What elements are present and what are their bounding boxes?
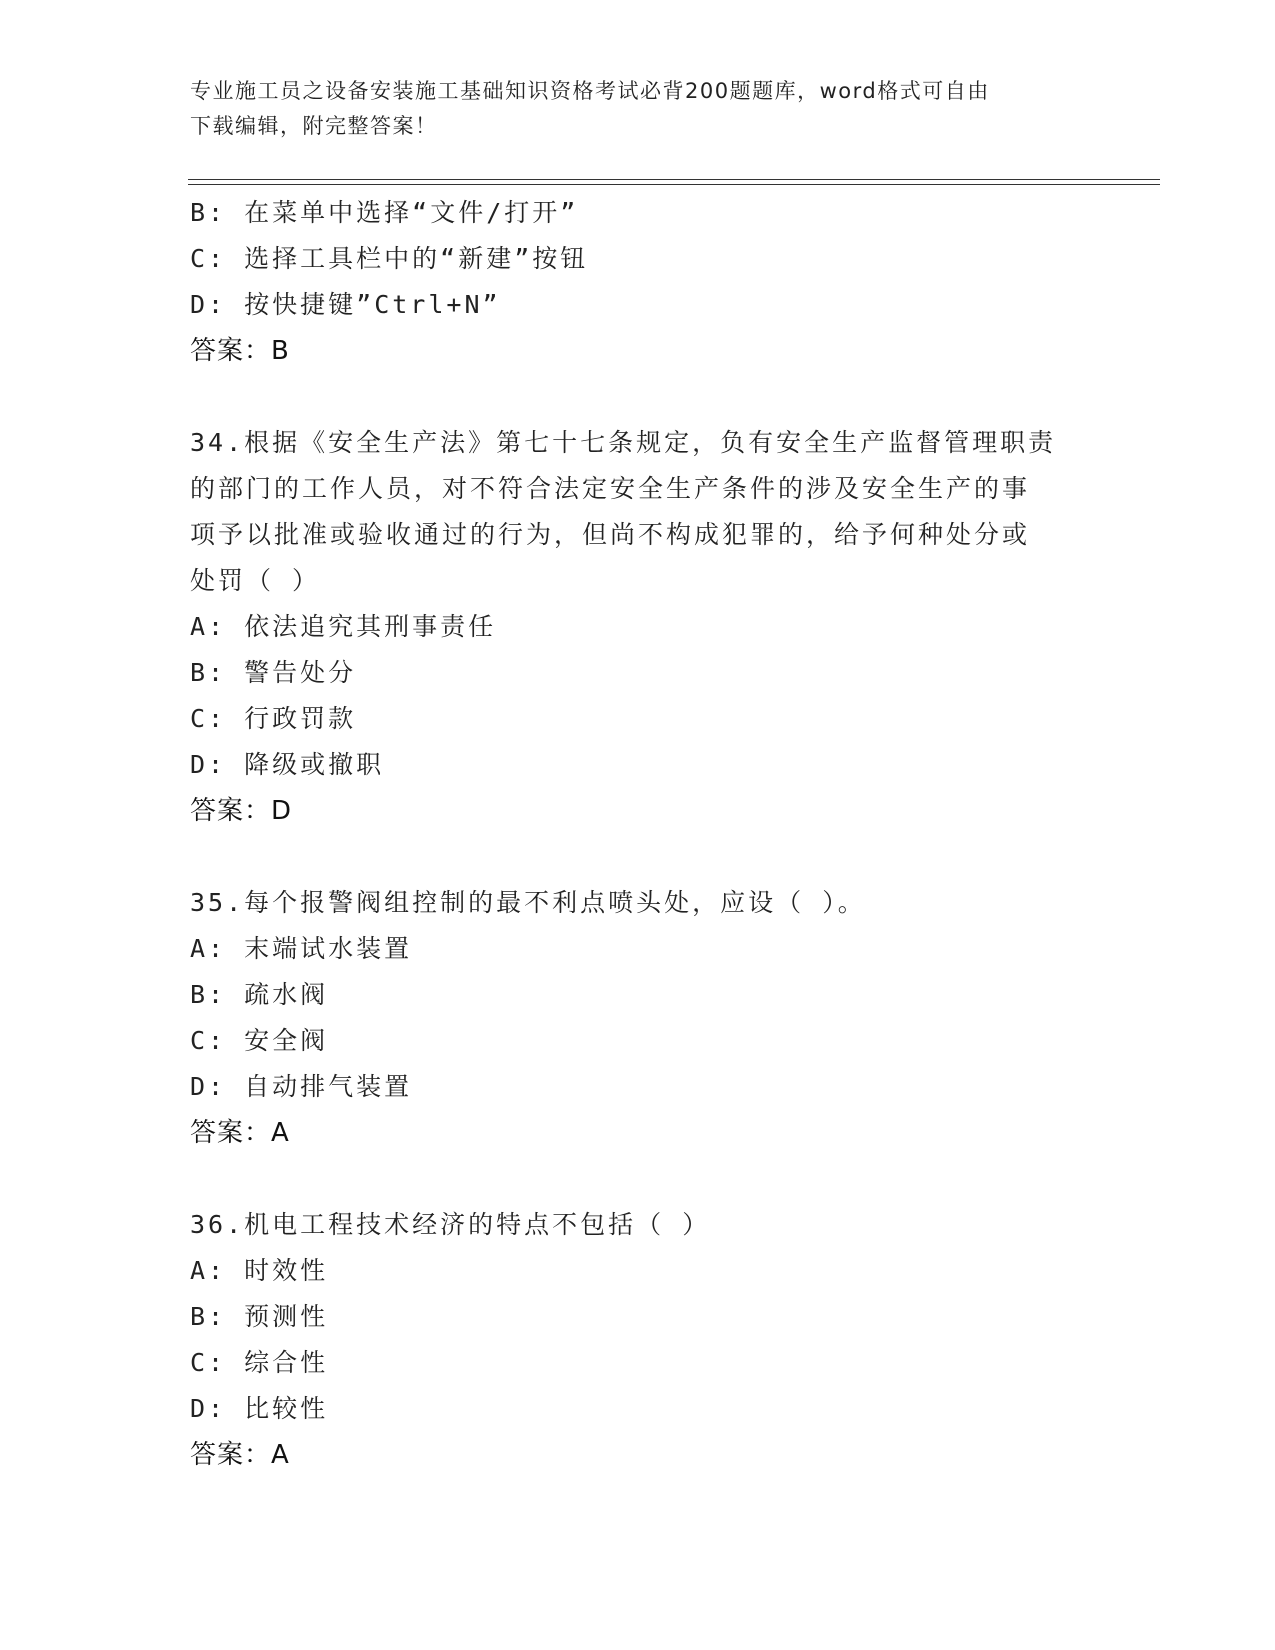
option-d: D: 自动排气装置 (190, 1072, 413, 1101)
option-c: C: 选择工具栏中的“新建”按钮 (190, 244, 589, 273)
answer: 答案：D (190, 796, 293, 826)
answer: 答案：B (190, 336, 290, 366)
answer: 答案：A (190, 1118, 290, 1148)
question-stem: 项予以批准或验收通过的行为，但尚不构成犯罪的，给予何种处分或 (190, 520, 1031, 549)
option-b: B: 预测性 (190, 1302, 329, 1331)
header-divider-top (188, 179, 1160, 180)
question-stem: 35.每个报警阀组控制的最不利点喷头处，应设（ ）。 (190, 888, 866, 917)
option-c: C: 安全阀 (190, 1026, 329, 1055)
option-d: D: 按快捷键”Ctrl+N” (190, 290, 501, 319)
question-stem: 处罚（ ） (190, 566, 321, 595)
option-a: A: 依法追究其刑事责任 (190, 612, 497, 641)
header-divider-bottom (188, 184, 1160, 185)
option-b: B: 警告处分 (190, 658, 357, 687)
spacer (190, 374, 1090, 420)
option-b: B: 疏水阀 (190, 980, 329, 1009)
answer: 答案：A (190, 1440, 290, 1470)
question-stem: 的部门的工作人员，对不符合法定安全生产条件的涉及安全生产的事 (190, 474, 1031, 503)
question-34 (190, 420, 1090, 834)
header-line-1: 专业施工员之设备安装施工基础知识资格考试必背200题题库，word格式可自由 (190, 79, 990, 103)
question-36 (190, 1202, 1090, 1478)
question-35 (190, 880, 1090, 1156)
option-a: A: 时效性 (190, 1256, 329, 1285)
spacer (190, 834, 1090, 880)
question-list (190, 190, 1090, 1478)
option-c: C: 综合性 (190, 1348, 329, 1377)
option-d: D: 降级或撤职 (190, 750, 385, 779)
option-d: D: 比较性 (190, 1394, 329, 1423)
option-b: B: 在菜单中选择“文件/打开” (190, 198, 579, 227)
option-a: A: 末端试水装置 (190, 934, 413, 963)
header-line-2: 下载编辑，附完整答案！ (190, 114, 438, 138)
question-stem: 34.根据《安全生产法》第七十七条规定，负有安全生产监督管理职责 (190, 428, 1057, 457)
spacer (190, 1156, 1090, 1202)
question-stem: 36.机电工程技术经济的特点不包括（ ） (190, 1210, 711, 1239)
question-33 (190, 190, 1090, 374)
document-header (190, 74, 1090, 144)
option-c: C: 行政罚款 (190, 704, 357, 733)
